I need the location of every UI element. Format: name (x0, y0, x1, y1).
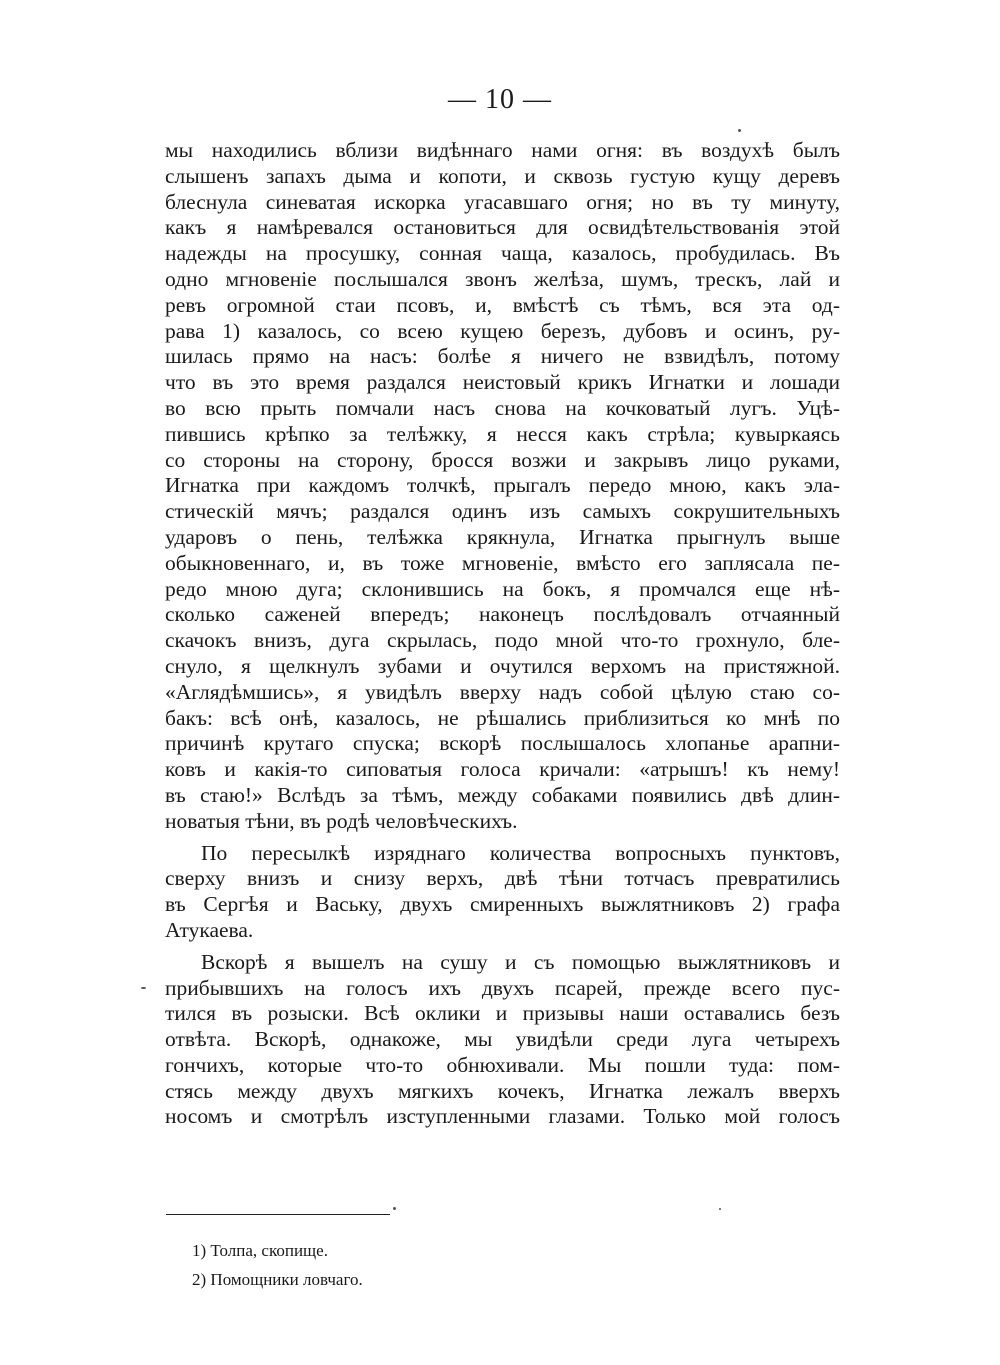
text-line: надежды на просушку, сонная чаща, казалось, пробудилась. Въ (165, 241, 840, 266)
footnote-2: 2) Помощники ловчаго. (192, 1270, 363, 1289)
footnote-1: 1) Толпа, скопище. (192, 1241, 328, 1260)
text-line: носомъ и смотрѣлъ изступленными глазами. Только мой голосъ (165, 1104, 840, 1129)
text-line: стическій мячъ; раздался одинъ изъ самыхъ сокрушительныхъ (165, 499, 840, 524)
page-number: — 10 — (448, 84, 552, 115)
text-line: Вскорѣ я вышелъ на сушу и съ помощью выжлятниковъ и (201, 949, 840, 974)
text-line: что въ это время раздался неистовый крикъ Игнатки и лошади (165, 370, 840, 395)
text-line: рава 1) казалось, со всею кущею березъ, дубовъ и осинъ, ру- (165, 318, 840, 343)
text-line: ревъ огромной стаи псовъ, и, вмѣстѣ съ тѣмъ, вся эта од- (165, 292, 840, 317)
text-line: снуло, я щелкнулъ зубами и очутился верхомъ на пристяжной. (165, 653, 840, 678)
paragraph-1 (165, 138, 840, 835)
text-line: стясь между двухъ мягкихъ кочекъ, Игнатка лежалъ вверхъ (165, 1078, 840, 1103)
text-line: новатыя тѣни, въ родѣ человѣческихъ. (165, 808, 518, 833)
text-line: блеснула синеватая искорка угасавшаго огня; но въ ту минуту, (165, 189, 840, 214)
text-line: сколько саженей впередъ; наконецъ послѣдовалъ отчаянный (165, 602, 840, 627)
text-line: бакъ: всѣ онѣ, казалось, не рѣшались приблизиться ко мнѣ по (165, 705, 840, 730)
text-line: обыкновеннаго, и, въ тоже мгновеніе, вмѣсто его заплясала пе- (165, 550, 840, 575)
text-line: какъ я намѣревался остановиться для освидѣтельствованія этой (165, 215, 840, 240)
text-line: тился въ розыски. Всѣ оклики и призывы наши оставались безъ (165, 1001, 840, 1026)
text-line: редо мною дуга; склонившись на бокъ, я промчался еще нѣ- (165, 576, 840, 601)
text-line: скачокъ внизъ, дуга скрылась, подо мной что-то грохнуло, бле- (165, 628, 840, 653)
paragraph-2 (165, 841, 840, 944)
paragraph-3 (165, 950, 840, 1131)
text-line: отвѣта. Вскорѣ, однакоже, мы увидѣли среди луга четырехъ (165, 1027, 840, 1052)
text-line: ударовъ о пень, телѣжка крякнула, Игнатка прыгнулъ выше (165, 524, 840, 549)
text-line: Игнатка при каждомъ толчкѣ, прыгалъ передо мною, какъ эла- (165, 473, 840, 498)
text-line: со стороны на сторону, бросся возжи и закрывъ лицо руками, (165, 447, 840, 472)
text-line: По пересылкѣ изряднаго количества вопросныхъ пунктовъ, (201, 840, 840, 865)
text-line: сверху внизъ и снизу верхъ, двѣ тѣни тотчасъ превратились (165, 866, 840, 891)
body-text (165, 138, 840, 1130)
text-line: въ Сергѣя и Ваську, двухъ смиренныхъ выжлятниковъ 2) графа (165, 892, 840, 917)
text-line: пившись крѣпко за телѣжку, я несся какъ стрѣла; кувыркаясь (165, 421, 840, 446)
scan-speck (141, 987, 146, 989)
text-line: во всю прыть помчали насъ снова на кочковатый лугъ. Уцѣ- (165, 395, 840, 420)
text-line: гончихъ, которые что-то обнюхивали. Мы пошли туда: пом- (165, 1052, 840, 1077)
text-line: одно мгновеніе послышался звонъ желѣза, шумъ, трескъ, лай и (165, 266, 840, 291)
text-line: прибывшихъ на голосъ ихъ двухъ псарей, прежде всего пус- (165, 975, 840, 1000)
text-line: шилась прямо на насъ: болѣе я ничего не взвидѣлъ, потому (165, 344, 840, 369)
text-line: слышенъ запахъ дыма и копоти, и сквозь густую кущу деревъ (165, 163, 840, 188)
text-line: мы находились вблизи видѣннаго нами огня: въ воздухѣ былъ (165, 138, 840, 162)
text-line: ковъ и какія-то сиповатыя голоса кричали: «атрышъ! къ нему! (165, 757, 840, 782)
scan-speck (393, 1207, 396, 1210)
footnotes (192, 1236, 363, 1294)
scan-speck (719, 1208, 721, 1210)
text-line: Атукаева. (165, 917, 254, 942)
footnote-divider (166, 1214, 390, 1215)
text-line: «Аглядѣмшись», я увидѣлъ вверху надъ собой цѣлую стаю со- (165, 679, 840, 704)
text-line: въ стаю!» Вслѣдъ за тѣмъ, между собаками появились двѣ длин- (165, 782, 840, 807)
text-line: причинѣ крутаго спуска; вскорѣ послышалось хлопанье арапни- (165, 731, 840, 756)
scan-speck (738, 129, 741, 132)
